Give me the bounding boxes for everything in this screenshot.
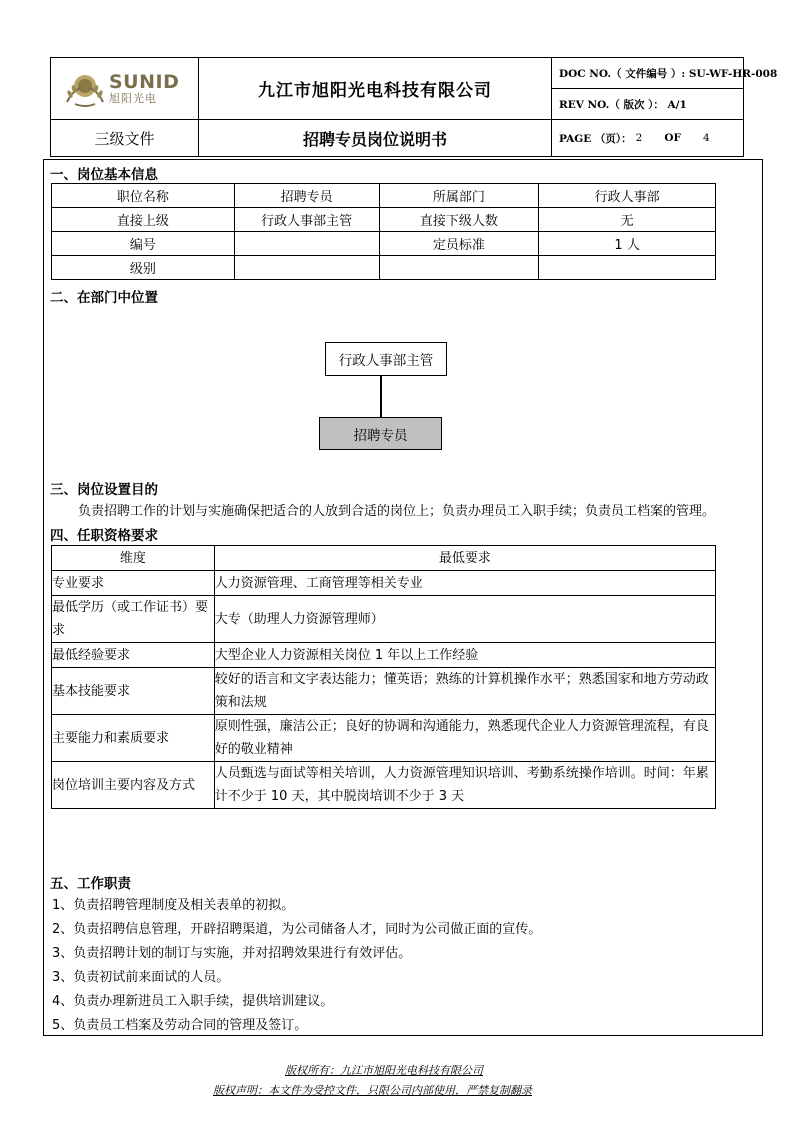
section-purpose-title: 三、岗位设置目的 — [50, 482, 158, 498]
section-basic-info-title: 一、岗位基本信息 — [50, 167, 158, 183]
info-cell: 行政人事部 — [539, 184, 716, 208]
page-of-label: OF — [664, 132, 681, 144]
qualification-dimension-cell: 最低学历（或工作证书）要求 — [52, 596, 215, 643]
info-cell — [234, 232, 379, 256]
duty-item: 3、负责初试前来面试的人员。 — [52, 970, 230, 985]
footer-copyright: 版权所有：九江市旭阳光电科技有限公司 — [285, 1064, 483, 1077]
qualification-requirement-cell: 人员甄选与面试等相关培训，人力资源管理知识培训、考勤系统操作培训。时间：年累计不少于 10 天，其中脱岗培训不少于 3 天 — [214, 762, 715, 809]
qualification-table — [51, 545, 716, 809]
purpose-text: 负责招聘工作的计划与实施确保把适合的人放到合适的岗位上；负责办理员工入职手续；负责员工档案的管理。 — [78, 504, 716, 519]
qualification-header-cell: 维度 — [52, 546, 215, 571]
section-duties-title: 五、工作职责 — [50, 876, 131, 892]
org-node-position: 招聘专员 — [319, 417, 442, 450]
info-cell — [379, 256, 539, 280]
qualification-requirement-cell: 大型企业人力资源相关岗位 1 年以上工作经验 — [214, 643, 715, 668]
basic-info-table — [51, 183, 716, 280]
org-node-supervisor: 行政人事部主管 — [325, 342, 447, 376]
info-cell — [234, 256, 379, 280]
info-cell: 直接上级 — [52, 208, 235, 232]
section-qualification-title: 四、任职资格要求 — [50, 528, 158, 544]
sun-wheat-logo-icon — [61, 64, 109, 112]
logo-chinese-text: 旭阳光电 — [109, 92, 157, 105]
info-cell: 级别 — [52, 256, 235, 280]
info-cell: 直接下级人数 — [379, 208, 539, 232]
qualification-header-row — [52, 546, 716, 571]
info-row — [52, 208, 716, 232]
page-total: 4 — [702, 132, 710, 144]
logo-brand-text: SUNID — [109, 71, 180, 93]
company-logo — [51, 58, 199, 119]
duty-item: 4、负责办理新进员工入职手续，提供培训建议。 — [52, 994, 334, 1009]
info-cell: 定员标准 — [379, 232, 539, 256]
qualification-dimension-cell: 最低经验要求 — [52, 643, 215, 668]
qualification-dimension-cell: 专业要求 — [52, 571, 215, 596]
doc-number: DOC NO.（ 文件编号 ）: SU-WF-HR-008 — [559, 67, 778, 80]
info-cell: 1 人 — [539, 232, 716, 256]
qualification-requirement-cell: 大专（助理人力资源管理师） — [214, 596, 715, 643]
qualification-dimension-cell: 主要能力和素质要求 — [52, 715, 215, 762]
qualification-row — [52, 715, 716, 762]
qualification-row — [52, 643, 716, 668]
info-cell: 无 — [539, 208, 716, 232]
qualification-requirement-cell: 人力资源管理、工商管理等相关专业 — [214, 571, 715, 596]
page-label: PAGE （页）： — [559, 132, 632, 145]
qualification-header-cell: 最低要求 — [214, 546, 715, 571]
info-row — [52, 184, 716, 208]
qualification-row — [52, 762, 716, 809]
info-cell: 职位名称 — [52, 184, 235, 208]
footer-statement: 版权声明：本文件为受控文件，只限公司内部使用，严禁复制翻录 — [213, 1084, 532, 1097]
company-name: 九江市旭阳光电科技有限公司 — [199, 58, 552, 119]
qualification-row — [52, 571, 716, 596]
section-position-title: 二、在部门中位置 — [50, 290, 158, 306]
info-cell — [539, 256, 716, 280]
document-title: 招聘专员岗位说明书 — [199, 119, 552, 156]
org-connector-line — [380, 376, 382, 417]
info-row — [52, 232, 716, 256]
page-number: 2 — [635, 132, 643, 144]
qualification-requirement-cell: 原则性强，廉洁公正；良好的协调和沟通能力，熟悉现代企业人力资源管理流程，有良好的敬业精神 — [214, 715, 715, 762]
document-header — [50, 57, 778, 157]
duty-item: 2、负责招聘信息管理，开辟招聘渠道，为公司储备人才，同时为公司做正面的宣传。 — [52, 922, 542, 937]
document-level: 三级文件 — [51, 119, 199, 156]
page-indicator — [552, 119, 743, 156]
info-cell: 编号 — [52, 232, 235, 256]
info-row — [52, 256, 716, 280]
duty-item: 5、负责员工档案及劳动合同的管理及签订。 — [52, 1018, 308, 1033]
duty-item: 1、负责招聘管理制度及相关表单的初拟。 — [52, 898, 295, 913]
revision-number: REV NO.（ 版次 ）： A/1 — [552, 88, 743, 119]
info-cell: 行政人事部主管 — [234, 208, 379, 232]
duty-item: 3、负责招聘计划的制订与实施，并对招聘效果进行有效评估。 — [52, 946, 412, 961]
info-cell: 所属部门 — [379, 184, 539, 208]
qualification-dimension-cell: 基本技能要求 — [52, 668, 215, 715]
qualification-row — [52, 668, 716, 715]
info-cell: 招聘专员 — [234, 184, 379, 208]
qualification-dimension-cell: 岗位培训主要内容及方式 — [52, 762, 215, 809]
qualification-row — [52, 596, 716, 643]
qualification-requirement-cell: 较好的语言和文字表达能力；懂英语；熟练的计算机操作水平；熟悉国家和地方劳动政策和法规 — [214, 668, 715, 715]
